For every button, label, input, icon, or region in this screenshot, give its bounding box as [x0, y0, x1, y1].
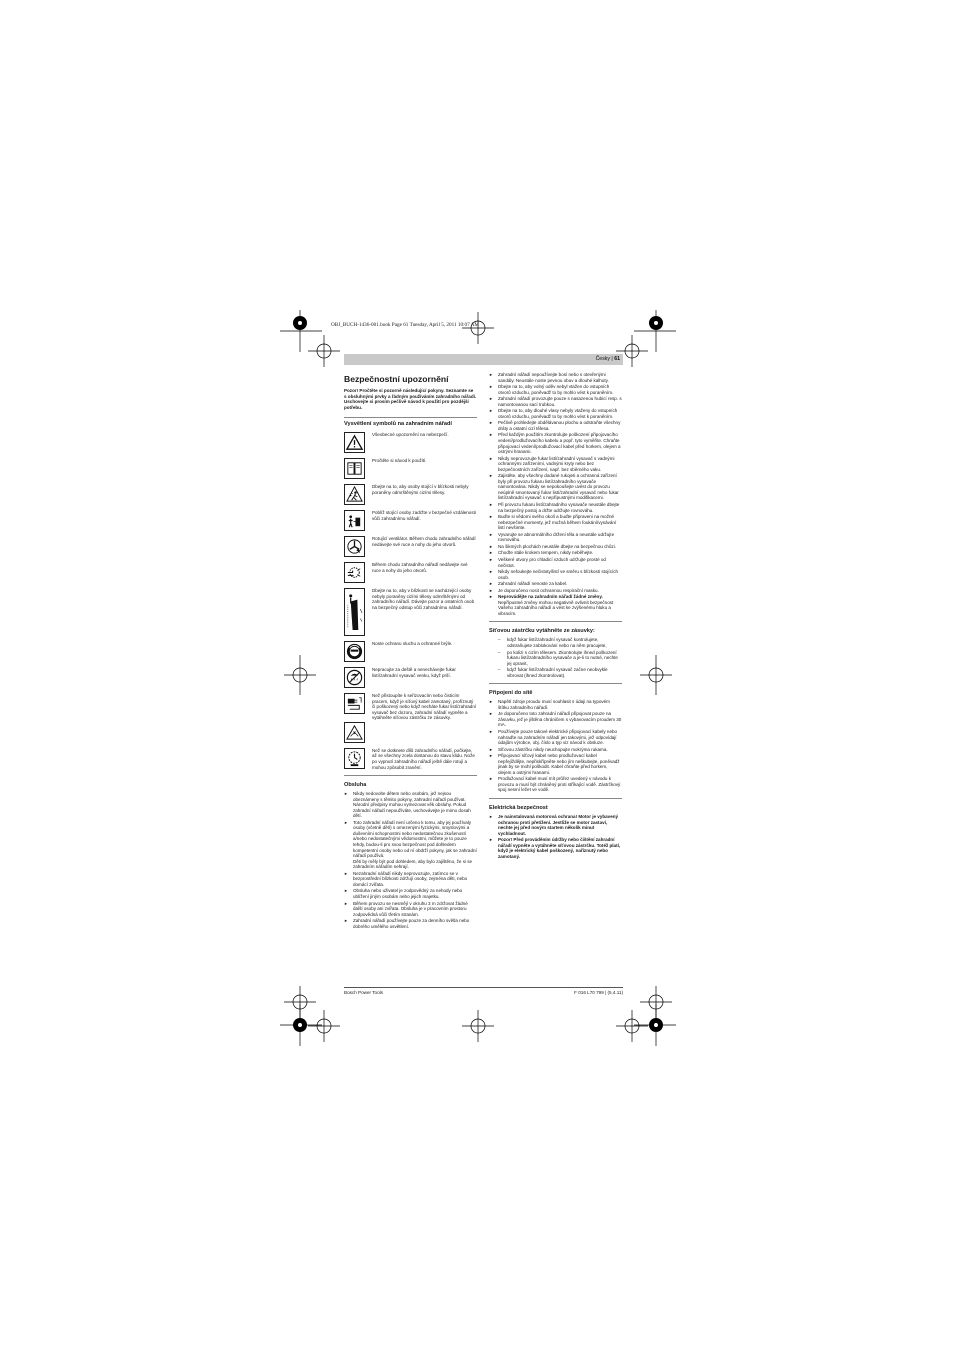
- page-header: [344, 354, 623, 365]
- list-item-continuation: Děti by měly být pod dohledem, aby bylo zajištěno, že si se zahradním nářadím nehrají.: [353, 858, 473, 870]
- list-item: ► Dbejte na to, aby dlouhé vlasy nebyly vtaženy do vstupních otvorů vzduchu, poněvadž to by mohlo vést k poraněním.: [489, 408, 622, 419]
- list-item: ► Zahradní nářadí provozujte pouze s nasazenou hubicí resp. s namontovanou sací trubkou.: [489, 396, 622, 407]
- list-item: ► Napětí zdroje proudu musí souhlasit s údaji na typovém štítku zahradního nářadí.: [489, 699, 622, 710]
- left-column: [344, 372, 477, 930]
- wait-rotation-stop-icon: [344, 748, 365, 769]
- list-item: ► Nikdy neprovozujte fukar listí/zahradní vysavač s vadnými ochrannými zařízeními, vadnými kryty nebo bez bezpečnostních zařízení, např. bez sběrného vaku.: [489, 456, 622, 473]
- intro-warning: Pozor! Pročtěte si pozorně následující pokyny. Seznamte se s obsluhnými prvky a řádným používáním zahradního nářadí. Uschovejte si prosím pečlivě návod k použití pro pozdější potřebu.: [344, 388, 477, 410]
- symbol-row: [344, 562, 477, 583]
- list-item: ► Zahradní nářadí používejte pouze za denního světla nebo dobrého umělého osvětlení.: [344, 918, 477, 929]
- flying-objects-icon: [344, 484, 365, 505]
- section-divider: [489, 798, 622, 799]
- list-item: ► Zahradní nářadí nenoste za kabel.: [489, 581, 622, 587]
- page-number: 61: [614, 356, 620, 362]
- unplug-heading: Síťovou zástrčku vytáhněte ze zásuvky:: [489, 628, 595, 635]
- list-item: ► Dbejte na to, aby volný oděv nebyl vtažen do vstupních otvorů vzduchu, poněvadž to by mohlo vést k poraněním.: [489, 384, 622, 395]
- list-item: ► Zajistěte, aby všechny dodané rukojeti a ochranná zařízení byly při provozu fukaru listí/zahradního vysavače namontována. Nikdy se nepokoušejte uvést do provozu neúplně smontovaný fukar listí/zahradní vysavač nebo fukar listí/zahradní vysavač s nepřípustnými modifikacemi.: [489, 473, 622, 501]
- symbol-text: Všeobecné upozornění na nebezpečí.: [372, 432, 449, 438]
- symbol-row: [344, 722, 477, 743]
- list-item: ► Je nainstalovaná motorová ochrana! Motor je vybavený ochranou proti přetížení. Jestliže se motor zastaví, nechte jej před novým startem několik minut vychladnout.: [489, 814, 622, 836]
- list-item: ► Prodlužovací kabel musí mít průřez uvedený v návodu k provozu a musí být chráněný proti stříkající vodě. Zástrčkový spoj nesmí ležet ve vodě.: [489, 776, 622, 793]
- list-item: ► Před každým použitím zkontrolujte poškození připojovacího vedení/prodlužovacího kabelu a popř. tyto vyměňte. Chraňte připojovací vedení/prodlužovací kabel před horkem, olejem a ostrými hranami.: [489, 432, 622, 454]
- list-item: ► Nikdy nedovolte dětem nebo osobám, jež nejsou obeznámeny s těmito pokyny, zahradní nářadí používat. Národní předpisy mohou vymezovat věk obsluhy. Pokud zahradní nářadí nepoužíváte, uschovávejte je mimo dosah dětí.: [344, 791, 477, 819]
- symbol-row: [344, 458, 477, 479]
- section-divider: [489, 683, 622, 684]
- symbol-row: [344, 484, 477, 505]
- footer-doc-code: F 016 L70 799 | (5.4.11): [574, 990, 623, 995]
- header-language: Česky |: [595, 356, 615, 362]
- no-rain-icon: [344, 667, 365, 688]
- symbol-row: [344, 693, 477, 721]
- list-item: ► Pečlivě prohledejte obdělávanou plochu a odstraňte všechny dráty a ostatní cizí tělesa.: [489, 420, 622, 431]
- symbol-text: Během chodu zahradního nářadí nedávejte své ruce a nohy do jeho otvorů.: [372, 562, 468, 573]
- list-item: ► Obsluha nebo uživatel je zodpovědný za nehody nebo ublížení jiným osobám nebo jejich majetku.: [344, 888, 477, 899]
- list-item: ► Choďte stále krokem tempem, nikdy neběhejte.: [489, 550, 622, 556]
- list-item: ► Připojovací síťový kabel nebo prodlužovací kabel nepřejíždějte, nepřiskřípněte nebo jím neškubejte, poněvadž jinak by se mohl poškodit. Kabel chraňte před horkem, olejem a ostrými hranami.: [489, 753, 622, 775]
- symbol-text: Dbejte na to, aby osoby stojící v blízkosti nebyly poraněny odmrštěnými cizími tělesy.: [372, 484, 469, 495]
- list-item: ► Při provozu fukaru listí/zahradního vysavače neustále dbejte na bezpečný postoj a držte udržujte rovnováhu.: [489, 502, 622, 513]
- list-item: ► Veškeré otvory pro chladicí vzduch udržujte prosté od nečistot.: [489, 557, 622, 568]
- symbol-row: [344, 641, 477, 662]
- unplug-cable-icon: [344, 693, 365, 714]
- list-item: [489, 594, 622, 616]
- symbol-text: Než přistoupíte k seřizovacím nebo čisticím pracem, když je síťový kabel zamotaný, proříznutý či poškozený nebo když necháte fukar listí/zahradní vysavač bez dozoru, zahradní nářadí vypněte a vytáhněte síťovou zástrčku ze zásuvky.: [372, 693, 477, 721]
- connection-heading: Připojení do sítě: [489, 690, 533, 697]
- right-column: [489, 372, 622, 860]
- print-slug: OBJ_BUCH-1436-001.book Page 61 Tuesday, April 5, 2011 10:07 AM: [331, 322, 480, 328]
- electric-heading: Elektrická bezpečnost: [489, 805, 548, 811]
- dash-item: – po kolizi s cizím tělesem. Zkontrolujte ihned poškození fukaru listí/zahradního vysavače a je-li to nutné, nechte jej opravit,: [489, 650, 622, 667]
- modify-warning-bold: Neprovádějte na zahradním nářadí žádné změny.: [498, 594, 603, 600]
- symbol-text: Nepracujte za deště a nenechávejte fukar listí/zahradní vysavač venku, když prší.: [372, 667, 456, 678]
- list-item: ► Na šikmých plochách neustále dbejte na bezpečnou chůzi.: [489, 544, 622, 550]
- symbol-text: Pročtěte si návod k použití.: [372, 458, 427, 464]
- ear-eye-protection-icon: [344, 641, 365, 662]
- footer-publisher: Bosch Power Tools: [344, 990, 383, 995]
- blower-distance-icon: [344, 588, 365, 636]
- section-divider: [489, 621, 622, 622]
- list-item: ► Nikdy nefoukejte nečistoty/listí ve směru s blízkosti stojících osob.: [489, 569, 622, 580]
- list-item: ► Buďte si vědomi svého okolí a buďte připraveni na možné nebezpečné momenty, jež možná během foukání/vysávání listí nevšimte.: [489, 514, 622, 531]
- cable-danger-icon: [344, 722, 365, 743]
- symbol-row: [344, 588, 477, 636]
- symbol-row: [344, 748, 477, 770]
- symbol-text: Poblíž stojící osoby zadržte v bezpečné vzdálenosti vůči zahradnímu nářadí.: [372, 510, 476, 521]
- symbol-text: Noste ochranu sluchu a ochranné brýle.: [372, 641, 453, 647]
- warning-triangle-icon: [344, 432, 365, 453]
- operation-heading: Obsluha: [344, 782, 367, 789]
- dash-item: – když fukar listí/zahradní vysavač začne neobvykle vibrovat (ihned zkontrolovat).: [489, 667, 622, 678]
- section-divider: [344, 775, 477, 776]
- list-item: ► Je doporučeno nosit ochrannou respirační masku.: [489, 588, 622, 594]
- footer-divider: [344, 987, 623, 988]
- rotating-fan-hand-icon: [344, 536, 365, 557]
- list-item: ► Toto zahradní nářadí není určeno k tomu, aby jej používaly osoby (včetně dětí) s omezenými fyzickými, smyslovými a duševními schopnostmi nebo nedostatečnou zkušeností a/nebo nedostatečnými vědomostmi, můžete je to pouze tehdy, budou-li pro svou bezpečnost pod dohledem kompetentní osoby nebo od ní obdrží pokyny, jak se zahradní nářadí používá.: [344, 820, 477, 859]
- list-item: ► Pozor! Před prováděním údržby nebo čištění zahradní nářadí vypněte a vytáhněte síťovou zástrčku. Totéž platí, když je elektrický kabel poškozený, naříznutý nebo zamotaný.: [489, 837, 622, 859]
- list-item: ► Nezahradní nářadí nikdy neprovozujte, zatímco se v bezprostřední blízkosti zdržují osoby, zejména děti, nebo domácí zvířata.: [344, 871, 477, 888]
- hand-in-opening-icon: [344, 562, 365, 583]
- symbol-text: Dbejte na to, aby v blízkosti se nacházející osoby nebyly poraněny cizími tělesy odmrštěnými od zahradního nářadí. Dávejte pozor a ostatních osob na bezpečný odstup vůči zahradnímu nářadí.: [372, 588, 475, 610]
- list-item: ► Vyvarujte se abnormálního držení těla a neustále udržujte rovnováhu.: [489, 532, 622, 543]
- symbol-row: [344, 667, 477, 688]
- modify-warning-text: Nepřípustné změny mohou negativně ovlivnit bezpečnost Vašeho zahradního nářadí a vést ke zvýšenému hluku a vibracím.: [498, 599, 614, 616]
- list-item: ► Používejte pouze takové elektrické připojovací kabely nebo nahraďte na zahradním nářadí jen takovými, jež odpovídají údajům výrobce, obj. číslo a typ viz návod k obsluze.: [489, 729, 622, 746]
- list-item: ► Je doporučeno toto zahradní nářadí připojovat pouze na zásuvku, jež je jištěna chráničem s vybavovacím proudem 30 mA.: [489, 711, 622, 728]
- list-item: ► Během provozu se nesmějí v okruhu 3 m zdržovat žádné další osoby ani zvířata. Obsluha je v pracovním prostoru zodpovědná vůči třetím stranám.: [344, 901, 477, 918]
- symbol-text: Než se dotknete dílů zahradního nářadí, počkejte, až se všechny zcela dostanou do stavu klidu. Nože po vypnutí zahradního nářadí ještě dále rotují a mohou způsobit zranění.: [372, 747, 475, 770]
- list-item: ► Zahradní nářadí nepoužívejte bosí nebo s otevřenými sandály. Neustále noste pevnou obuv a dlouhé kalhoty.: [489, 372, 622, 383]
- manual-book-icon: [344, 458, 365, 479]
- symbol-row: [344, 536, 477, 557]
- symbol-row: [344, 432, 477, 453]
- symbol-row: [344, 510, 477, 531]
- symbol-text: Rotující ventilátor. Během chodu zahradního nářadí nedávejte své ruce a nohy do jeho otvorů.: [372, 536, 476, 547]
- list-item: ► Síťovou zástrčku nikdy neuchopujte mokrýma rukama.: [489, 747, 622, 753]
- page-title: Bezpečnostní upozornění: [344, 374, 449, 384]
- bystanders-away-icon: [344, 510, 365, 531]
- dash-item: – když fukar listí/zahradní vysavač kontrolujete, odstraňujete zablokování nebo na něm pracujete,: [489, 637, 622, 648]
- symbols-heading: Vysvětlení symbolů na zahradním nářadí: [344, 417, 477, 428]
